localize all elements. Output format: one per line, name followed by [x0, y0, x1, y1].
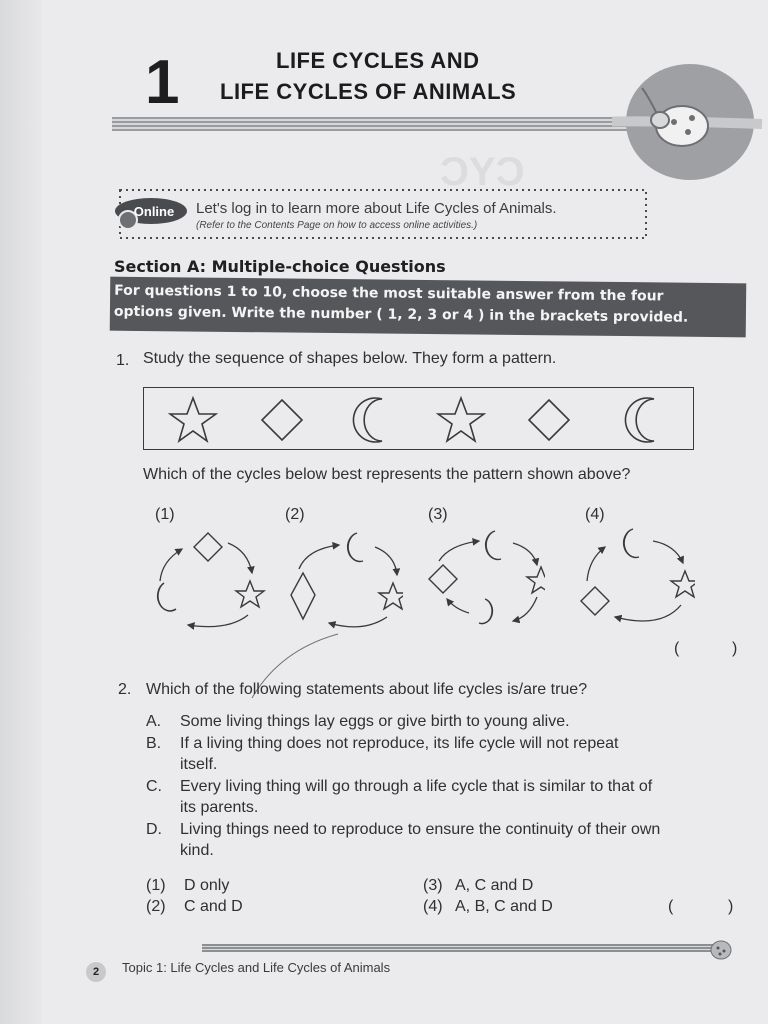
answer-choice-text: A, C and D	[455, 877, 534, 894]
answer-choice-text: D only	[184, 877, 230, 894]
online-badge-icon	[114, 196, 188, 230]
statement-text: If a living thing does not reproduce, its life cycle will not repeat	[180, 735, 619, 752]
answer-choice-text: A, B, C and D	[455, 898, 553, 915]
show-through-text: CYC	[440, 150, 525, 194]
chapter-title-line2: LIFE CYCLES OF ANIMALS	[220, 79, 517, 104]
instruction-line1: For questions 1 to 10, choose the most suitable answer from the four	[114, 282, 664, 305]
moon-icon	[622, 395, 672, 445]
diamond-icon	[257, 395, 307, 445]
q2-number: 2.	[118, 681, 132, 698]
q1-answer-bracket-open: (	[674, 640, 680, 657]
cycle-option-2	[283, 525, 403, 635]
footer-rule	[202, 944, 722, 952]
ladybird-icon	[710, 940, 732, 960]
diamond-icon	[194, 533, 222, 561]
moon-icon	[479, 599, 492, 624]
q2-answer-bracket-close: )	[728, 898, 734, 915]
diamond-icon	[581, 587, 609, 615]
online-badge-label: Online	[133, 204, 175, 219]
cycle-option-4	[575, 525, 695, 635]
online-message: Let's log in to learn more about Life Cycles of Animals.	[196, 200, 557, 217]
chapter-number: 1	[145, 48, 180, 117]
footer-topic: Topic 1: Life Cycles and Life Cycles of Animals	[122, 960, 391, 975]
statement-text-cont: kind.	[180, 842, 214, 859]
instruction-line2: options given. Write the number ( 1, 2, 3 or 4 ) in the brackets provided.	[113, 303, 689, 326]
instruction-bar	[110, 277, 747, 338]
star-icon	[671, 571, 695, 597]
q1-prompt: Study the sequence of shapes below. They form a pattern.	[143, 350, 557, 367]
page-binding-edge	[0, 0, 42, 1024]
diamond-icon	[429, 565, 457, 593]
star-icon	[379, 583, 403, 609]
answer-choice-number: (3)	[423, 877, 443, 894]
moon-icon	[158, 583, 176, 611]
star-icon	[236, 581, 264, 607]
statement-text: Every living thing will go through a life cycle that is similar to that of	[180, 778, 653, 795]
section-title: Section A: Multiple-choice Questions	[114, 257, 446, 276]
statement-letter: A.	[146, 713, 162, 730]
statement-letter: C.	[146, 778, 162, 795]
moon-icon	[348, 533, 363, 561]
answer-choice-number: (2)	[146, 898, 166, 915]
answer-choice-number: (4)	[423, 898, 443, 915]
q1-question: Which of the cycles below best represents the pattern shown above?	[143, 466, 631, 483]
ladybird-icon	[612, 62, 768, 182]
statement-letter: B.	[146, 735, 162, 752]
q1-answer-bracket-close: )	[732, 640, 738, 657]
diamond-icon	[291, 573, 315, 619]
statement-text-cont: its parents.	[180, 799, 259, 816]
q1-number: 1.	[116, 352, 130, 369]
statement-text: Some living things lay eggs or give birth to young alive.	[180, 713, 570, 730]
diamond-icon	[524, 395, 574, 445]
star-icon	[436, 395, 486, 445]
moon-icon	[486, 531, 501, 559]
moon-icon	[350, 395, 400, 445]
answer-choice-text: C and D	[184, 898, 243, 915]
q1-option-1-label: (1)	[155, 506, 175, 523]
cycle-option-3	[425, 525, 545, 635]
star-icon	[168, 395, 218, 445]
cycle-option-1	[148, 525, 268, 635]
moon-icon	[624, 529, 639, 557]
statement-text: Living things need to reproduce to ensure the continuity of their own	[180, 821, 661, 838]
chapter-title-line1: LIFE CYCLES AND	[276, 48, 480, 73]
q1-option-3-label: (3)	[428, 506, 448, 523]
statement-letter: D.	[146, 821, 162, 838]
statement-text-cont: itself.	[180, 756, 218, 773]
shape-sequence-box	[143, 387, 694, 450]
online-note: (Refer to the Contents Page on how to access online activities.)	[196, 220, 478, 231]
q1-option-2-label: (2)	[285, 506, 305, 523]
q1-option-4-label: (4)	[585, 506, 605, 523]
q2-answer-bracket-open: (	[668, 898, 674, 915]
answer-choice-number: (1)	[146, 877, 166, 894]
q2-prompt: Which of the following statements about life cycles is/are true?	[146, 681, 588, 698]
page-number: 2	[86, 962, 106, 982]
star-icon	[527, 567, 545, 593]
